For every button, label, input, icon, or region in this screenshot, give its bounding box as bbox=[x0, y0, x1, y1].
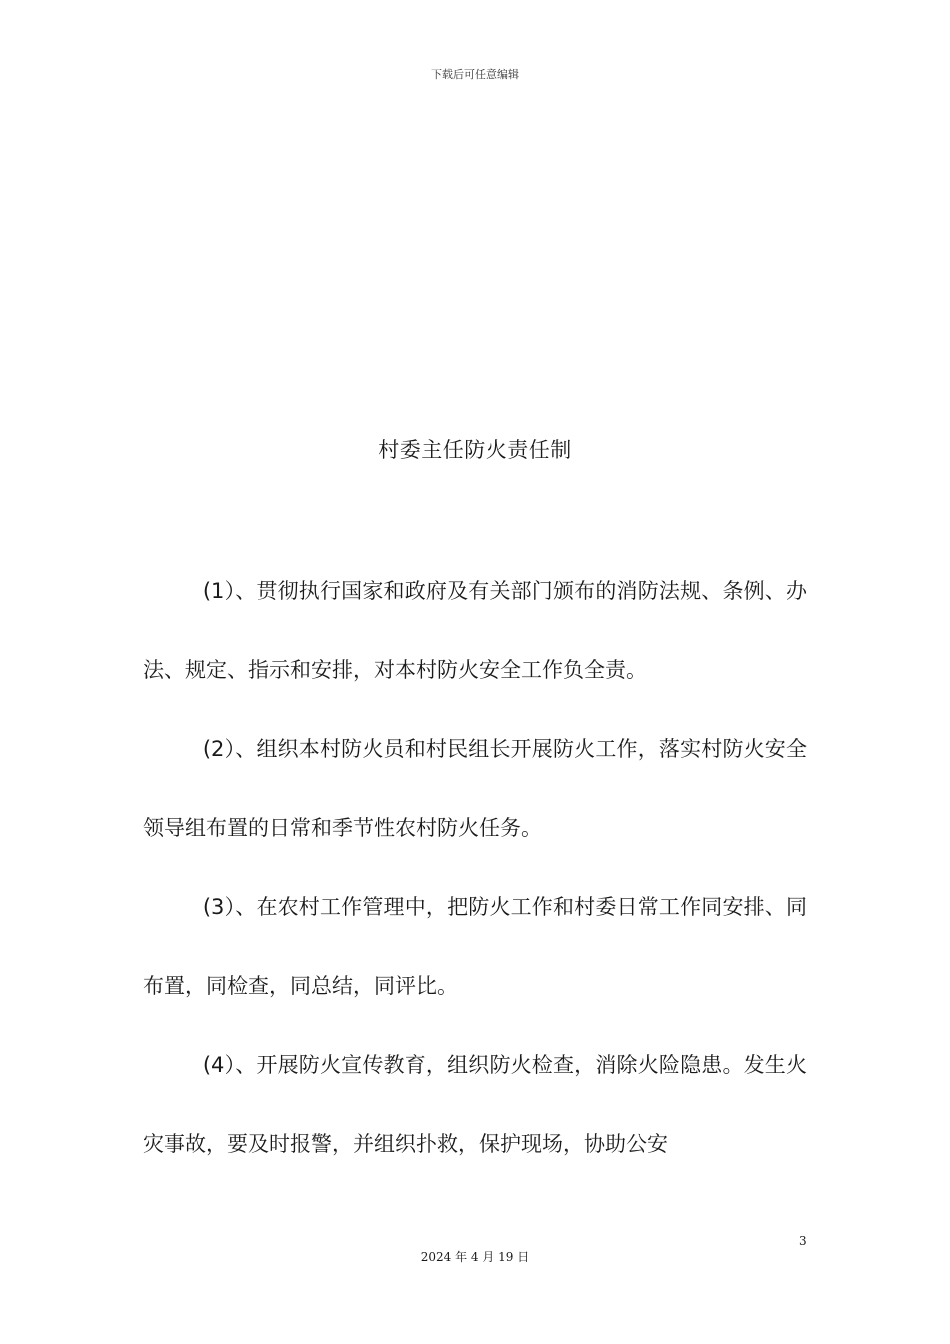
paragraph-4: (4）、开展防火宣传教育，组织防火检查，消除火险隐患。发生火灾事故，要及时报警，并组织扑救，保护现场，协助公安 bbox=[143, 1053, 807, 1156]
paragraph-1: (1）、贯彻执行国家和政府及有关部门颁布的消防法规、条例、办法、规定、指示和安排，对本村防火安全工作负全责。 bbox=[143, 579, 807, 682]
document-title: 村委主任防火责任制 bbox=[378, 438, 572, 462]
page-number: 3 bbox=[799, 1234, 807, 1248]
paragraph-2: (2）、组织本村防火员和村民组长开展防火工作，落实村防火安全领导组布置的日常和季节性农村防火任务。 bbox=[143, 737, 807, 840]
header-note: 下载后可任意编辑 bbox=[431, 68, 519, 81]
document-body bbox=[143, 552, 807, 1184]
paragraph-3: (3）、在农村工作管理中，把防火工作和村委日常工作同安排、同布置，同检查，同总结，同评比。 bbox=[143, 895, 807, 998]
footer-date: 2024 年 4 月 19 日 bbox=[420, 1250, 530, 1264]
